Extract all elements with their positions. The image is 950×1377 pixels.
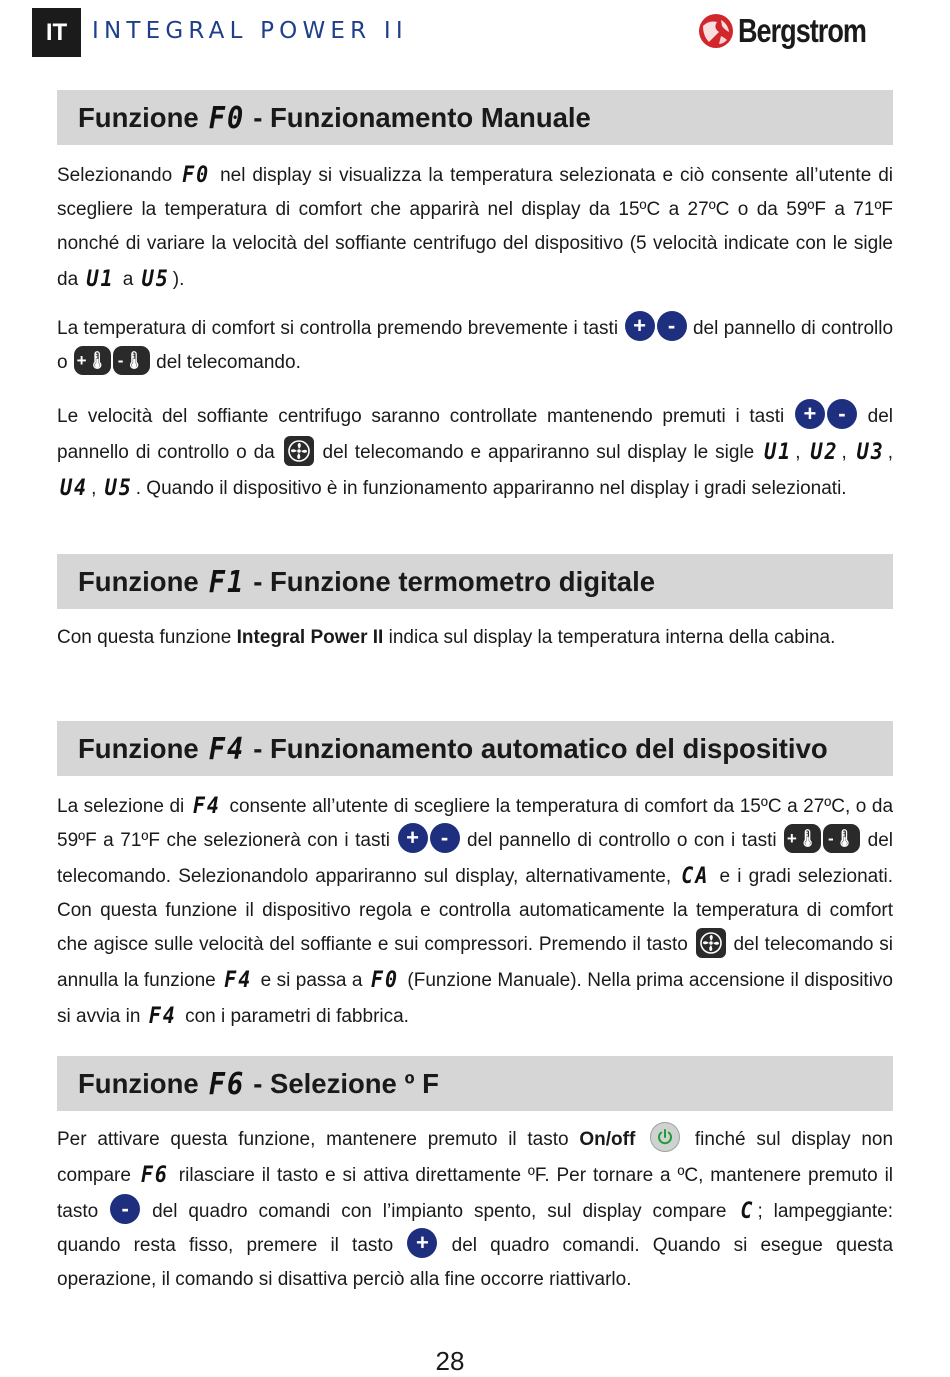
paragraph-f1: Con questa funzione Integral Power II indica sul display la temperatura interna della cabina. <box>57 627 836 648</box>
display-code: F0 <box>370 965 399 993</box>
section-heading-f4 <box>57 721 893 776</box>
minus-button-icon: - <box>110 1194 140 1224</box>
display-code: U1 <box>86 264 115 292</box>
section-heading-f0 <box>57 90 893 145</box>
heading-f6: Funzione F6 - Selezione º F <box>78 1066 439 1102</box>
fan-button-icon <box>696 928 726 958</box>
display-code: F6 <box>140 1160 169 1188</box>
language-badge: IT <box>32 8 81 57</box>
display-code: F4 <box>208 731 246 767</box>
product-title: INTEGRAL POWER II <box>92 18 408 44</box>
heading-f4: Funzione F4 - Funzionamento automatico del dispositivo <box>78 731 828 767</box>
remote-plus-icon: +🌡 <box>74 346 111 375</box>
brand-logo <box>697 12 894 50</box>
page-number: 28 <box>435 1346 465 1376</box>
minus-button-icon: - <box>430 823 460 853</box>
display-code: F1 <box>208 564 246 600</box>
paragraph-f0-fan-speed: Le velocità del soffiante centrifugo saranno controllate mantenendo premuti i tasti + - del pannello di controllo o da del telecomando e appariranno sul display le sigle U1 , U2 , U3 , U4 , U5 . Quando il dispositivo è in funzionamento appariranno nel display i gradi selezionati. <box>57 400 893 506</box>
display-code: CA <box>681 861 710 889</box>
display-code: U5 <box>141 264 170 292</box>
plus-button-icon: + <box>398 823 428 853</box>
plus-button-icon: + <box>625 311 655 341</box>
remote-minus-icon: -🌡 <box>113 346 150 375</box>
paragraph-f0-temperature: La temperatura di comfort si controlla premendo brevemente i tasti + - del pannello di controllo o +🌡 -🌡 del telecomando. <box>57 312 893 380</box>
display-code: U3 <box>856 437 885 465</box>
power-button-icon <box>650 1122 680 1152</box>
display-code: F4 <box>148 1001 177 1029</box>
brand-globe-icon <box>697 12 735 50</box>
paragraph-f0-intro: Selezionando F0 nel display si visualizza la temperatura selezionata e ciò consente all’utente di scegliere la temperatura di comfort che apparirà nel display da 15ºC a 27ºC o da 59ºF a 71ºF nonché di variare la velocità del soffiante centrifugo del dispositivo (5 velocità indicate con le sigle da U1 a U5 ). <box>57 157 893 297</box>
fan-button-icon <box>284 436 314 466</box>
heading-f0: Funzione F0 - Funzionamento Manuale <box>78 100 591 136</box>
plus-button-icon: + <box>407 1228 437 1258</box>
display-code: F6 <box>208 1066 246 1102</box>
display-code: F4 <box>192 791 221 819</box>
display-code: C <box>740 1196 755 1224</box>
display-code: F0 <box>182 160 211 188</box>
heading-f1: Funzione F1 - Funzione termometro digitale <box>78 564 656 600</box>
display-code: U4 <box>60 473 89 501</box>
section-heading-f1 <box>57 554 893 609</box>
minus-button-icon: - <box>657 311 687 341</box>
plus-button-icon: + <box>795 399 825 429</box>
display-code: U5 <box>104 473 133 501</box>
paragraph-f6: Per attivare questa funzione, mantenere premuto il tasto On/off finché sul display non compare F6 rilasciare il tasto e si attiva direttamente ºF. Per tornare a ºC, mantenere premuto il tasto - del quadro comandi con l’impianto spento, sul display compare C ; lampeggiante: quando resta fisso, premere il tasto + del quadro comandi. Quando si esegue questa operazione, il comando si disattiva perciò alla fine occorre riattivarlo. <box>57 1123 893 1297</box>
display-code: U1 <box>764 437 793 465</box>
section-heading-f6 <box>57 1056 893 1111</box>
display-code: F0 <box>208 100 246 136</box>
display-code: F4 <box>224 965 253 993</box>
display-code: U2 <box>810 437 839 465</box>
paragraph-f4: La selezione di F4 consente all’utente di scegliere la temperatura di comfort da 15ºC a 27ºC, o da 59ºF a 71ºF che selezionerà con i tasti + - del pannello di controllo o con i tasti +🌡 -🌡 del telecomando. Selezionandolo appariranno sul display, alternativamente, CA e i gradi selezionati. Con questa funzione il dispositivo regola e controlla automaticamente la temperatura di comfort che agisce sulle velocità del soffiante e sui compressori. Premendo il tasto del telecomando si annulla la funzione F4 e si passa a F0 (Funzione Manuale). Nella prima accensione il dispositivo si avvia in F4 con i parametri di fabbrica. <box>57 788 893 1034</box>
remote-minus-icon: -🌡 <box>823 824 860 853</box>
remote-plus-icon: +🌡 <box>784 824 821 853</box>
minus-button-icon: - <box>827 399 857 429</box>
brand-name: Bergstrom <box>737 12 866 49</box>
